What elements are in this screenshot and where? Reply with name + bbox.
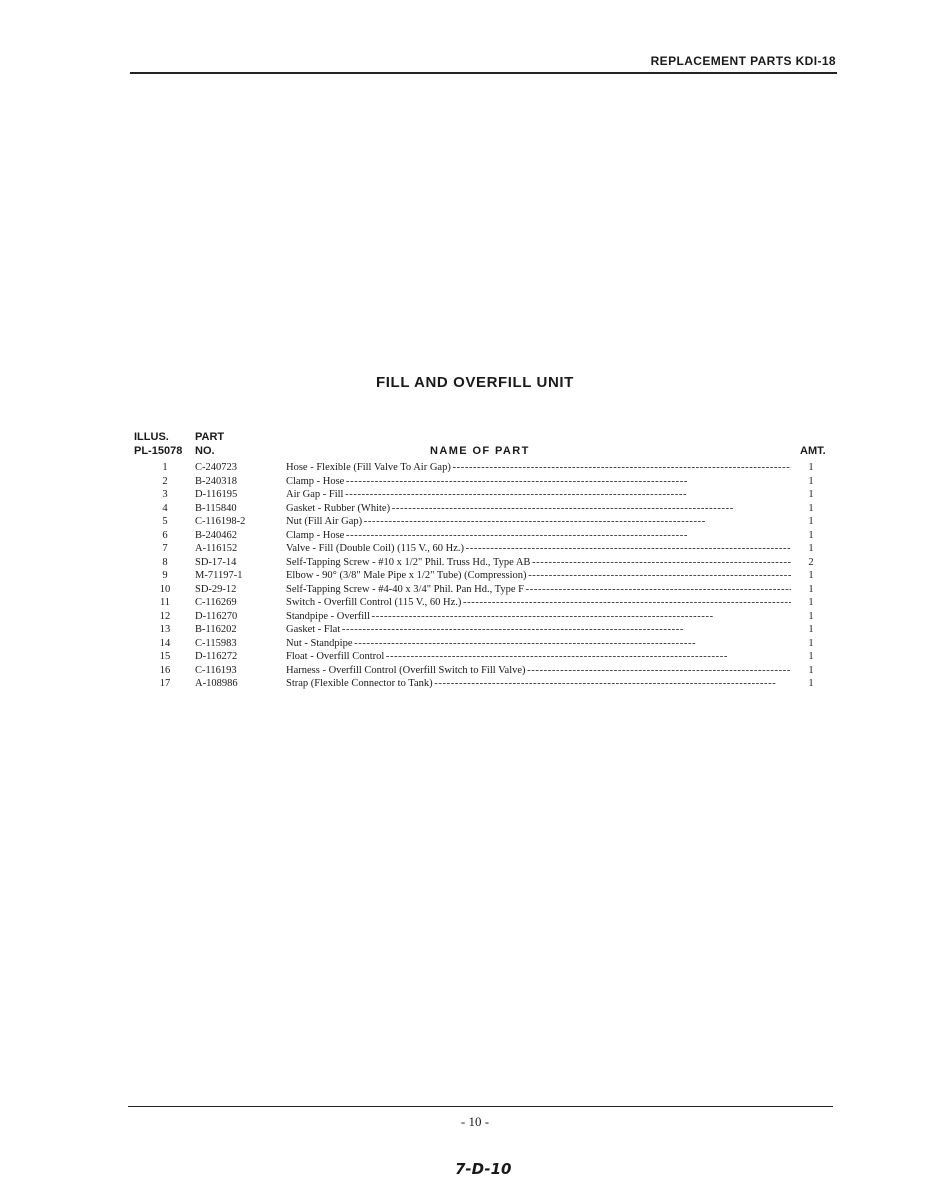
page-number: - 10 -: [460, 1114, 490, 1129]
name-column-header: NAME OF PART: [430, 445, 530, 457]
part-number: A-116152: [195, 543, 238, 554]
illus-number: 4: [162, 502, 168, 514]
illus-number: 13: [159, 624, 171, 635]
illus-number: 2: [162, 475, 168, 487]
part-name: Air Gap - Fill - - -: [286, 488, 791, 502]
handwritten-note: 7-D-10: [455, 1160, 512, 1178]
part-number: SD-17-14: [195, 556, 237, 568]
part-name: Harness - Overfill Control (Overfill Switch to Fill Valve) - - -: [286, 664, 791, 678]
parts-row: [0, 556, 950, 570]
part-name: Nut - Standpipe - - -: [286, 637, 791, 651]
part-number: C-116198-2: [195, 516, 246, 527]
illus-header-line1: ILLUS.: [134, 431, 169, 443]
part-name: Gasket - Rubber (White) - - -: [286, 502, 791, 516]
part-name: Switch - Overfill Control (115 V., 60 Hz.) - - -: [286, 596, 791, 610]
illus-column-header: [134, 430, 182, 458]
part-number: C-240723: [195, 462, 237, 473]
part-name: Elbow - 90° (3/8" Male Pipe x 1/2" Tube) (Compression) - - -: [286, 569, 791, 583]
part-name: Standpipe - Overfill - - -: [286, 610, 791, 624]
part-name: Float - Overfill Control - - -: [286, 650, 791, 664]
illus-number: 9: [162, 570, 168, 581]
illus-number: 10: [159, 583, 171, 595]
illus-number: 12: [159, 610, 171, 622]
part-amount: 1: [808, 475, 814, 487]
part-name: Valve - Fill (Double Coil) (115 V., 60 Hz.) - - -: [286, 542, 791, 556]
part-amount: 1: [808, 529, 814, 541]
parts-row: [0, 623, 950, 637]
part-amount: 1: [808, 597, 814, 608]
part-number: C-116193: [195, 664, 237, 676]
illus-number: 14: [159, 637, 171, 649]
illus-number: 3: [162, 489, 168, 500]
parts-row: [0, 475, 950, 489]
footer-rule: [128, 1106, 833, 1107]
parts-row: [0, 502, 950, 516]
part-number: C-115983: [195, 637, 237, 649]
part-name: Nut (Fill Air Gap) - - -: [286, 515, 791, 529]
part-name: Hose - Flexible (Fill Valve To Air Gap) - - -: [286, 461, 791, 475]
illus-number: 16: [159, 664, 171, 676]
parts-row: [0, 677, 950, 691]
part-name: Clamp - Hose - - -: [286, 529, 791, 543]
illus-number: 1: [162, 462, 168, 473]
part-amount: 1: [808, 637, 814, 649]
illus-number: 11: [159, 597, 171, 608]
part-amount: 2: [808, 556, 814, 568]
part-number: D-116270: [195, 610, 238, 622]
part-name: Self-Tapping Screw - #4-40 x 3/4" Phil. Pan Hd., Type F - - -: [286, 583, 791, 597]
part-number: A-108986: [195, 678, 238, 689]
parts-row: [0, 515, 950, 529]
part-number: SD-29-12: [195, 583, 237, 595]
part-number: B-115840: [195, 502, 237, 514]
part-amount: 1: [808, 610, 814, 622]
part-header-line2: NO.: [195, 445, 215, 457]
illus-number: 7: [162, 543, 168, 554]
part-number: D-116272: [195, 651, 238, 662]
parts-row: [0, 488, 950, 502]
parts-row: [0, 650, 950, 664]
part-amount: 1: [808, 570, 814, 581]
part-number: B-240318: [195, 475, 237, 487]
illus-number: 17: [159, 678, 171, 689]
parts-row: [0, 596, 950, 610]
part-header-line1: PART: [195, 431, 225, 443]
illus-number: 6: [162, 529, 168, 541]
part-amount: 1: [808, 502, 814, 514]
parts-list: [0, 461, 950, 691]
part-amount: 1: [808, 489, 814, 500]
parts-row: [0, 583, 950, 597]
part-number: C-116269: [195, 597, 237, 608]
illus-header-line2: PL-15078: [134, 445, 183, 457]
part-amount: 1: [808, 651, 814, 662]
illus-number: 5: [162, 516, 168, 527]
parts-row: [0, 637, 950, 651]
part-number: D-116195: [195, 489, 238, 500]
illus-number: 15: [159, 651, 171, 662]
part-name: Self-Tapping Screw - #10 x 1/2" Phil. Truss Hd., Type AB - - -: [286, 556, 791, 570]
part-column-header: [195, 430, 224, 458]
part-name: Clamp - Hose - - -: [286, 475, 791, 489]
header-rule: [130, 72, 837, 74]
illus-number: 8: [162, 556, 168, 568]
parts-row: [0, 542, 950, 556]
part-number: B-240462: [195, 529, 237, 541]
parts-row: [0, 569, 950, 583]
part-name: Gasket - Flat - - -: [286, 623, 791, 637]
section-title: FILL AND OVERFILL UNIT: [376, 374, 574, 391]
parts-row: [0, 529, 950, 543]
part-number: B-116202: [195, 624, 237, 635]
part-number: M-71197-1: [195, 570, 243, 581]
parts-row: [0, 461, 950, 475]
part-amount: 1: [808, 462, 814, 473]
part-amount: 1: [808, 583, 814, 595]
part-amount: 1: [808, 624, 814, 635]
part-amount: 1: [808, 664, 814, 676]
part-amount: 1: [808, 516, 814, 527]
amt-column-header: AMT.: [800, 445, 826, 457]
parts-row: [0, 610, 950, 624]
part-name: Strap (Flexible Connector to Tank) - - -: [286, 677, 791, 691]
page-header-title: REPLACEMENT PARTS KDI-18: [650, 54, 836, 68]
parts-row: [0, 664, 950, 678]
part-amount: 1: [808, 678, 814, 689]
part-amount: 1: [808, 543, 814, 554]
